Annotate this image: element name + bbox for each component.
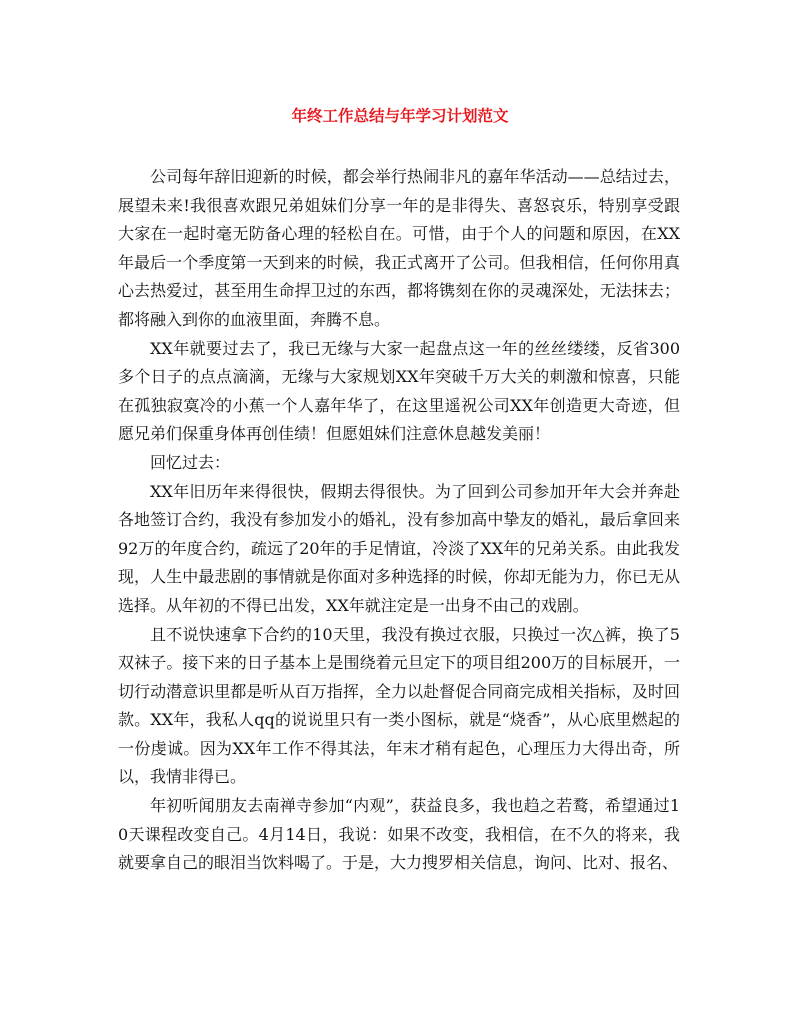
paragraph-3: 回忆过去： bbox=[150, 452, 231, 472]
paragraph-6: 年初听闻朋友去南禅寺参加“内观”，获益良多，我也趋之若鹜，希望通过10天课程改变自己。4月14日，我说：如果不改变，我相信，在不久的将来，我就要拿自己的眼泪当饮料喝了。于是，大力搜罗相关信息，询问、比对、报名、 bbox=[118, 796, 680, 873]
document-body bbox=[118, 163, 680, 878]
paragraph-5: 且不说快速拿下合约的10天里，我没有换过衣服，只换过一次△裤，换了5双袜子。接下来的日子基本上是围绕着元旦定下的项目组200万的目标展开，一切行动潜意识里都是听从百万指挥，全力以赴督促合同商完成相关指标，及时回款。XX年，我私人qq的说说里只有一类小图标，就是“烧香”，从心底里燃起的一份虔诚。因为XX年工作不得其法，年末才稍有起色，心理压力大得出奇，所以，我情非得已。 bbox=[118, 624, 680, 787]
document-title: 年终工作总结与年学习计划范文 bbox=[291, 107, 509, 125]
paragraph-1: 公司每年辞旧迎新的时候，都会举行热闹非凡的嘉年华活动——总结过去，展望未来!我很喜欢跟兄弟姐妹们分享一年的是非得失、喜怒哀乐，特别享受跟大家在一起时毫无防备心理的轻松自在。可惜，由于个人的问题和原因，在XX年最后一个季度第一天到来的时候，我正式离开了公司。但我相信，任何你用真心去热爱过，甚至用生命捍卫过的东西，都将镌刻在你的灵魂深处，无法抹去；都将融入到你的血液里面，奔腾不息。 bbox=[118, 167, 680, 329]
paragraph-4: XX年旧历年来得很快，假期去得很快。为了回到公司参加开年大会并奔赴各地签订合约，我没有参加发小的婚礼，没有参加高中挚友的婚礼，最后拿回来92万的年度合约，疏远了20年的手足情谊，冷淡了XX年的兄弟关系。由此我发现，人生中最悲剧的事情就是你面对多种选择的时候，你却无能为力，你已无从选择。从年初的不得已出发，XX年就注定是一出身不由己的戏剧。 bbox=[118, 481, 680, 615]
paragraph-2: XX年就要过去了，我已无缘与大家一起盘点这一年的丝丝缕缕，反省300多个日子的点点滴滴，无缘与大家规划XX年突破千万大关的刺激和惊喜，只能在孤独寂寞冷的小蕉一个人嘉年华了，在这里遥祝公司XX年创造更大奇迹，但愿兄弟们保重身体再创佳绩！但愿姐妹们注意休息越发美丽！ bbox=[118, 338, 680, 444]
